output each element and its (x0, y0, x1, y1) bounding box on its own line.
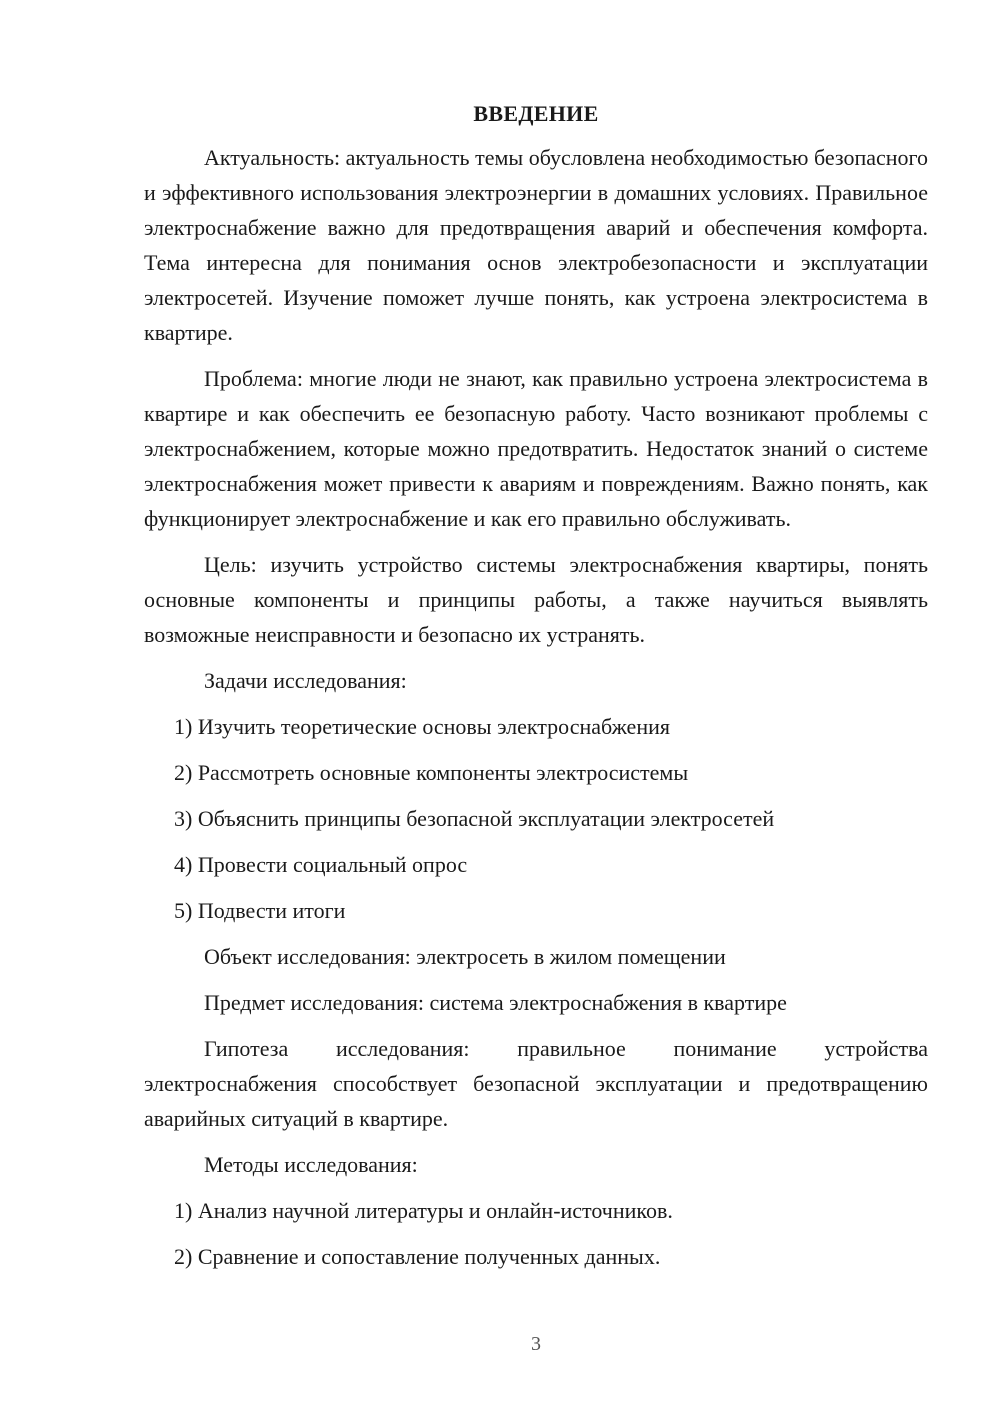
document-page (144, 96, 928, 1285)
method-item: 1) Анализ научной литературы и онлайн-источников. (174, 1198, 673, 1223)
task-item: 2) Рассмотреть основные компоненты электросистемы (174, 760, 689, 785)
task-item: 1) Изучить теоретические основы электроснабжения (174, 714, 670, 739)
hypothesis-paragraph: Гипотеза исследования: правильное понимание устройства электроснабжения способствует безопасной эксплуатации и предотвращению аварийных ситуаций в квартире. (144, 1036, 928, 1131)
tasks-heading: Задачи исследования: (204, 668, 407, 693)
method-item: 2) Сравнение и сопоставление полученных данных. (174, 1244, 661, 1269)
task-item: 4) Провести социальный опрос (174, 852, 468, 877)
task-item: 5) Подвести итоги (174, 898, 346, 923)
task-item: 3) Объяснить принципы безопасной эксплуатации электросетей (174, 806, 775, 831)
problem-paragraph: Проблема: многие люди не знают, как правильно устроена электросистема в квартире и как обеспечить ее безопасную работу. Часто возникают проблемы с электроснабжением, которые можно предотвратить. Недостаток знаний о системе электроснабжения может привести к авариям и повреждениям. Важно понять, как функционирует электроснабжение и как его правильно обслуживать. (144, 366, 928, 531)
research-object: Объект исследования: электросеть в жилом помещении (204, 944, 726, 969)
goal-paragraph: Цель: изучить устройство системы электроснабжения квартиры, понять основные компоненты и принципы работы, а также научиться выявлять возможные неисправности и безопасно их устранять. (144, 552, 928, 647)
relevance-paragraph: Актуальность: актуальность темы обусловлена необходимостью безопасного и эффективного использования электроэнергии в домашних условиях. Правильное электроснабжение важно для предотвращения аварий и обеспечения комфорта. Тема интересна для понимания основ электробезопасности и эксплуатации электросетей. Изучение поможет лучше понять, как устроена электросистема в квартире. (144, 145, 928, 345)
page-number: 3 (531, 1333, 541, 1355)
methods-heading: Методы исследования: (204, 1152, 418, 1177)
research-subject: Предмет исследования: система электроснабжения в квартире (204, 990, 787, 1015)
section-title: ВВЕДЕНИЕ (473, 101, 599, 126)
